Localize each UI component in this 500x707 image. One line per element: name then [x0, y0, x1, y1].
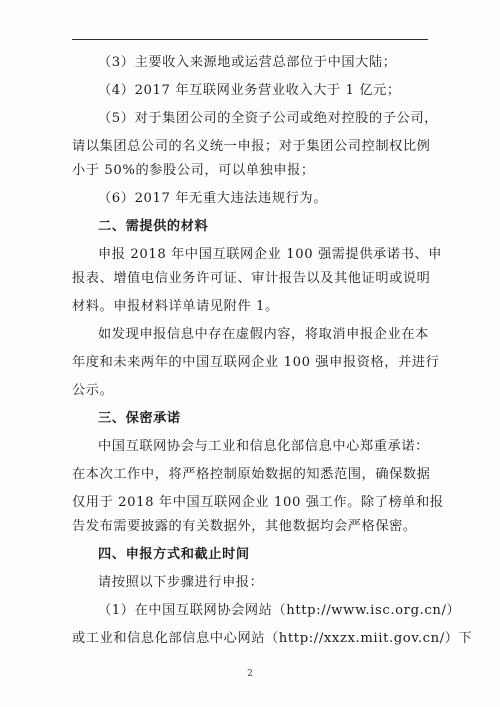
section-heading-materials: 二、需提供的材料 — [98, 219, 209, 234]
materials-para-line-1: 申报 2018 年中国互联网企业 100 强需提供承诺书、申 — [98, 247, 443, 262]
confidentiality-para-line-4: 告发布需要披露的有关数据外，其他数据均会严格保密。 — [72, 519, 417, 534]
confidentiality-para-line-2: 在本次工作中，将严格控制原始数据的知悉范围，确保数据 — [72, 467, 431, 482]
step-1-line-2: 或工业和信息化部信息中心网站（http://xxzx.miit.gov.cn/）下 — [72, 631, 473, 646]
criterion-5-line-1: （5）对于集团公司的全资子公司或绝对控股的子公司， — [98, 111, 438, 126]
page-number: 2 — [247, 669, 253, 679]
materials-para-line-2: 报表、增值电信业务许可证、审计报告以及其他证明或说明 — [72, 271, 431, 286]
false-info-para-line-3: 公示。 — [72, 383, 114, 398]
header-rule — [72, 39, 428, 40]
materials-para-line-3: 材料。申报材料详单请见附件 1。 — [72, 299, 279, 314]
false-info-para-line-2: 年度和未来两年的中国互联网企业 100 强申报资格，并进行 — [72, 355, 440, 370]
confidentiality-para-line-3: 仅用于 2018 年中国互联网企业 100 强工作。除了榜单和报 — [72, 495, 444, 510]
criterion-6: （6）2017 年无重大违法违规行为。 — [98, 191, 327, 206]
steps-intro: 请按照以下步骤进行申报： — [98, 575, 264, 590]
step-1-line-1: （1）在中国互联网协会网站（http://www.isc.org.cn/） — [98, 603, 461, 618]
false-info-para-line-1: 如发现申报信息中存在虚假内容，将取消申报企业在本 — [98, 327, 429, 342]
section-heading-method-deadline: 四、申报方式和截止时间 — [98, 547, 250, 562]
criterion-3: （3）主要收入来源地或运营总部位于中国大陆； — [98, 55, 397, 70]
criterion-5-line-3: 小于 50%的参股公司，可以单独申报； — [72, 163, 315, 178]
confidentiality-para-line-1: 中国互联网协会与工业和信息化部信息中心郑重承诺： — [98, 439, 429, 454]
section-heading-confidentiality: 三、保密承诺 — [98, 411, 181, 426]
criterion-4: （4）2017 年互联网业务营业收入大于 1 亿元； — [98, 83, 401, 98]
criterion-5-line-2: 请以集团总公司的名义统一申报；对于集团公司控制权比例 — [72, 139, 431, 154]
